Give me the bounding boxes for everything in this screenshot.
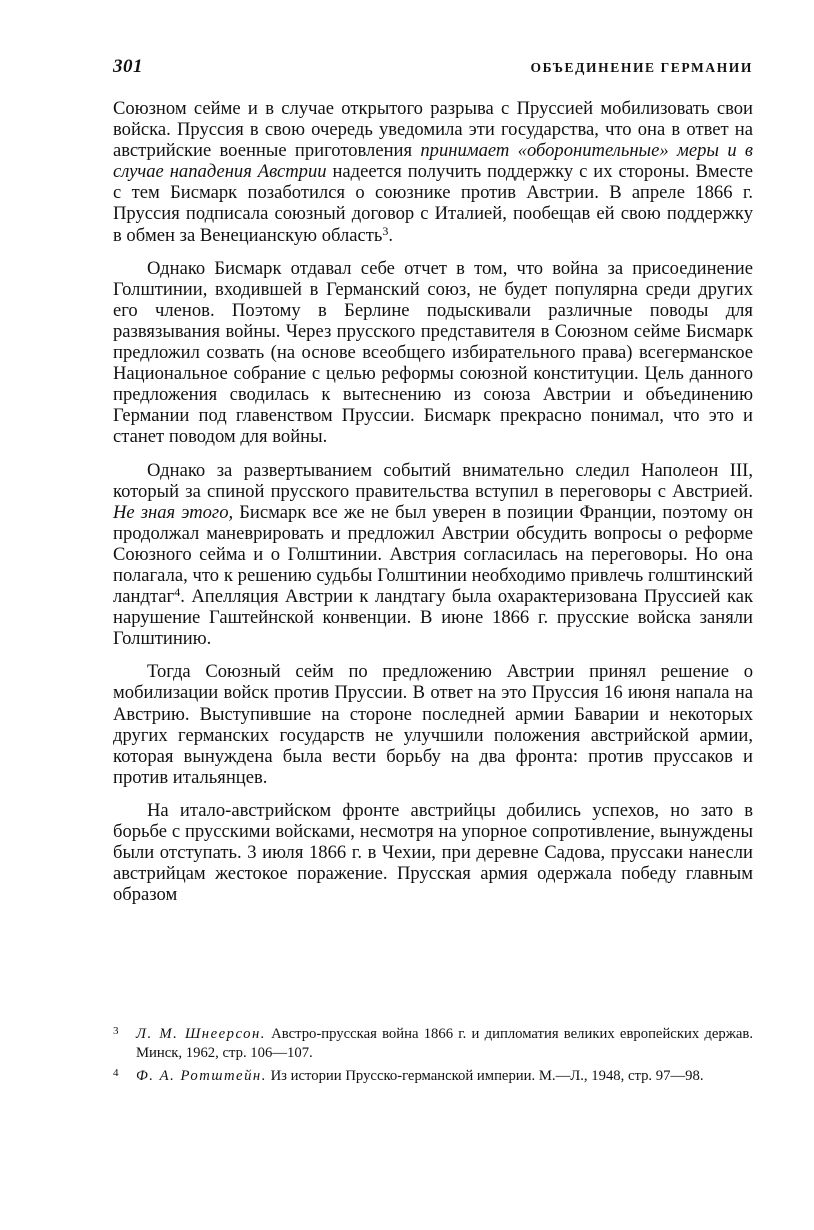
- footnote-text: Австро-прусская война 1866 г. и дипломатия великих европейских держав. Минск, 1962, стр. 106—107.: [136, 1026, 753, 1061]
- footnote-ref-4: 4: [174, 585, 181, 600]
- paragraph-3-text-a: Однако за развертыванием событий внимательно следил Наполеон III, который за спиной прусского правительства вступил в переговоры с Австрией.: [113, 459, 753, 502]
- paragraph-3-emphasis: Не зная этого,: [113, 501, 234, 523]
- footnote-4: [113, 1064, 753, 1086]
- paragraph-3-text-c: . Апелляция Австрии к ландтагу была охарактеризована Пруссией как нарушение Гаштейнской конвенции. В июне 1866 г. прусские войска заняли Голштинию.: [113, 586, 753, 650]
- paragraph-1-end: .: [388, 224, 394, 246]
- main-text: [113, 98, 753, 917]
- paragraph-3-text-b: Бисмарк все же не был уверен в позиции Франции, поэтому он продолжал маневрировать и предложил Австрии обсудить вопросы о реформе Союзного сейма и о Голштинии. Австрия согласилась на переговоры. Но она полагала, что к решению судьбы Голштинии необходимо привлечь голштинский ландтаг: [113, 501, 753, 608]
- paragraph-1-emphasis: принимает «оборонительные» меры и в случае нападения Австрии: [113, 140, 753, 183]
- footnote-mark: 4: [113, 1067, 119, 1079]
- footnote-text: Из истории Прусско-германской империи. М.—Л., 1948, стр. 97—98.: [266, 1068, 704, 1084]
- footnote-author: Ф. А. Ротштейн.: [136, 1068, 267, 1084]
- paragraph-1: [113, 98, 753, 246]
- footnote-3: [113, 1022, 753, 1062]
- paragraph-1-text-a: Союзном сейме и в случае открытого разрыва с Пруссией мобилизовать свои войска. Пруссия в свою очередь уведомила эти государства, что она в ответ на австрийские военные приготовления: [113, 98, 753, 162]
- running-title: ОБЪЕДИНЕНИЕ ГЕРМАНИИ: [530, 60, 753, 75]
- paragraph-4: Тогда Союзный сейм по предложению Австрии принял решение о мобилизации войск против Пруссии. В ответ на это Пруссия 16 июня напала на Австрию. Выступившие на стороне последней армии Баварии и некоторых других германских государств не улучшили положения австрийской армии, которая вынуждена была вести борьбу на два фронта: против пруссаков и против итальянцев.: [113, 661, 753, 788]
- footnote-mark: 3: [113, 1025, 119, 1037]
- page-number: 301: [113, 56, 143, 77]
- footnote-author: Л. М. Шнеерсон.: [136, 1026, 266, 1042]
- paragraph-1-text-b: надеется получить поддержку с их стороны. Вместе с тем Бисмарк позаботился о союзнике против Австрии. В апреле 1866 г. Пруссия подписала союзный договор с Италией, пообещав ей свою поддержку в обмен за Венецианскую область: [113, 161, 753, 246]
- page-header: [113, 56, 753, 78]
- paragraph-3: [113, 460, 753, 650]
- paragraph-5: На итало-австрийском фронте австрийцы добились успехов, но зато в борьбе с прусскими войсками, несмотря на упорное сопротивление, вынуждены были отступать. 3 июля 1866 г. в Чехии, при деревне Садова, пруссаки нанесли австрийцам жестокое поражение. Прусская армия одержала победу главным образом: [113, 799, 753, 906]
- paragraph-2: Однако Бисмарк отдавал себе отчет в том, что война за присоединение Голштинии, входившей в Германский союз, не будет популярна среди других его членов. Поэтому в Берлине подыскивали различные поводы для развязывания войны. Через прусского представителя в Союзном сейме Бисмарк предложил созвать (на основе всеобщего избирательного права) всегерманское Национальное собрание с целью реформы союзной конституции. Цель данного предложения сводилась к вытеснению из союза Австрии и объединению Германии под главенством Пруссии. Бисмарк прекрасно понимал, что это и станет поводом для войны.: [113, 257, 753, 448]
- footnote-ref-3: 3: [382, 223, 389, 238]
- footnotes: [113, 1022, 753, 1088]
